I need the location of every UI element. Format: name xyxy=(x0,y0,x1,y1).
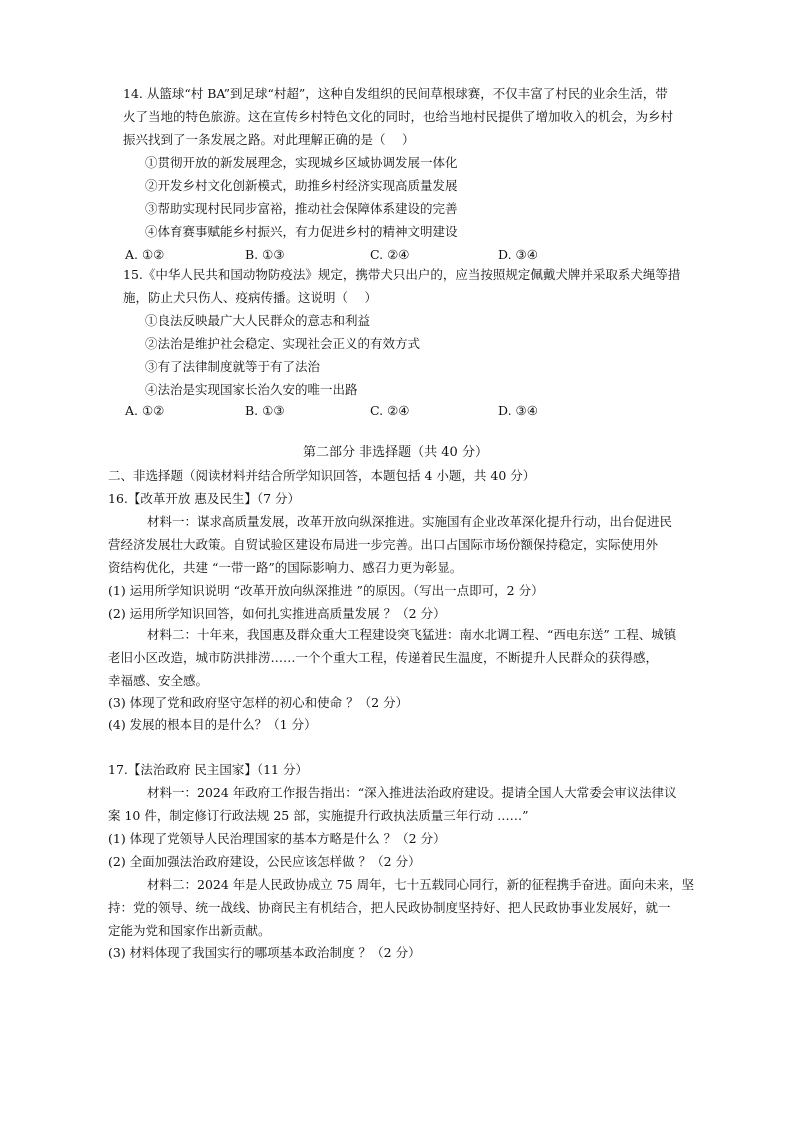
q14-option-c: C. ②④ xyxy=(370,247,410,262)
q16-material-1-line-3: 资结构优化，共建 “一带一路”的国际影响力、感召力更为彰显。 xyxy=(108,560,463,575)
q17-subquestion-3: (3) 材料体现了我国实行的哪项基本政治制度 ？（2 分） xyxy=(108,945,421,960)
q15-stem-line-1: 15.《中华人民共和国动物防疫法》规定，携带犬只出户的，应当按照规定佩戴犬牌并采取系犬绳等措 xyxy=(123,267,681,282)
q14-stem-line-2: 火了当地的特色旅游。这在宣传乡村特色文化的同时，也给当地村民提供了增加收入的机会，为乡村 xyxy=(123,109,674,124)
q16-subquestion-3: (3) 体现了党和政府坚守怎样的初心和使命 ？（2 分） xyxy=(108,695,409,710)
q15-stem-line-2: 施，防止犬只伤人、疫病传播。这说明（ ） xyxy=(123,290,377,305)
q16-subquestion-1: (1) 运用所学知识说明 “改革开放向纵深推进 ”的原因。（写出一点即可，2 分） xyxy=(108,583,544,598)
q15-option-c: C. ②④ xyxy=(370,403,410,418)
part-two-title: 第二部分 非选择题（共 40 分） xyxy=(303,445,488,460)
q17-material-1-line-2: 案 10 件，制定修订行政法规 25 部，实施提升行政执法质量三年行动 ……” xyxy=(108,808,529,823)
q16-subquestion-4: (4) 发展的根本目的是什么？（1 分） xyxy=(108,717,317,732)
q14-option-d: D. ③④ xyxy=(498,247,538,262)
q15-statement-2: ②法治是维护社会稳定、实现社会正义的有效方式 xyxy=(145,336,421,351)
q14-stem-line-1: 14. 从篮球“村 BA”到足球“村超”，这种自发组织的民间草根球赛，不仅丰富了村民的业余生活，带 xyxy=(123,86,668,101)
q14-statement-4: ④体育赛事赋能乡村振兴，有力促进乡村的精神文明建设 xyxy=(145,224,458,239)
q16-material-2-line-3: 幸福感、安全感。 xyxy=(108,673,209,688)
q15-statement-1: ①良法反映最广大人民群众的意志和利益 xyxy=(145,313,371,328)
q16-material-2-line-1: 材料二：十年来，我国惠及群众重大工程建设突飞猛进：南水北调工程、“西电东送” 工程、城镇 xyxy=(147,627,677,642)
q14-statement-1: ①贯彻开放的新发展理念，实现城乡区域协调发展一体化 xyxy=(145,155,458,170)
q15-statement-3: ③有了法律制度就等于有了法治 xyxy=(145,359,321,374)
q17-material-1-line-1: 材料一：2024 年政府工作报告指出：“深入推进法治政府建设。提请全国人大常委会审议法律议 xyxy=(147,785,677,800)
q14-statement-3: ③帮助实现村民同步富裕，推动社会保障体系建设的完善 xyxy=(145,201,458,216)
q16-material-2-line-2: 老旧小区改造，城市防洪排涝……一个个重大工程，传递着民生温度，不断提升人民群众的获得感， xyxy=(108,650,659,665)
q14-statement-2: ②开发乡村文化创新模式，助推乡村经济实现高质量发展 xyxy=(145,178,458,193)
q15-option-d: D. ③④ xyxy=(498,403,538,418)
q14-option-a: A. ①② xyxy=(125,247,165,262)
q15-option-a: A. ①② xyxy=(125,403,165,418)
q14-option-b: B. ①③ xyxy=(245,247,285,262)
q15-option-b: B. ①③ xyxy=(245,403,285,418)
q16-material-1-line-2: 营经济发展壮大政策。自贸试验区建设布局进一步完善。出口占国际市场份额保持稳定，实际使用外 xyxy=(108,537,659,552)
q16-subquestion-2: (2) 运用所学知识回答，如何扎实推进高质量发展 ？（2 分） xyxy=(108,606,446,621)
q17-heading: 17.【法治政府 民主国家】（11 分） xyxy=(108,762,308,777)
q17-subquestion-2: (2) 全面加强法治政府建设，公民应该怎样做 ？（2 分） xyxy=(108,854,421,869)
q17-material-2-line-2: 持：党的领导、统一战线、协商民主有机结合，把人民政协制度坚持好、把人民政协事业发展好，就一 xyxy=(108,900,671,915)
q16-material-1-line-1: 材料一：谋求高质量发展，改革开放向纵深推进。实施国有企业改革深化提升行动，出台促进民 xyxy=(147,514,673,529)
q16-heading: 16.【改革开放 惠及民生】（7 分） xyxy=(108,491,301,506)
q17-material-2-line-3: 定能为党和国家作出新贡献。 xyxy=(108,923,271,938)
q17-subquestion-1: (1) 体现了党领导人民治理国家的基本方略是什么 ？（2 分） xyxy=(108,831,446,846)
part-two-instructions: 二、非选择题（阅读材料并结合所学知识回答，本题包括 4 小题，共 40 分） xyxy=(108,468,536,483)
q14-stem-line-3: 振兴找到了一条发展之路。对此理解正确的是（ ） xyxy=(123,132,415,147)
q15-statement-4: ④法治是实现国家长治久安的唯一出路 xyxy=(145,382,358,397)
q17-material-2-line-1: 材料二：2024 年是人民政协成立 75 周年，七十五载同心同行，新的征程携手奋进。面向未来，坚 xyxy=(147,877,695,892)
